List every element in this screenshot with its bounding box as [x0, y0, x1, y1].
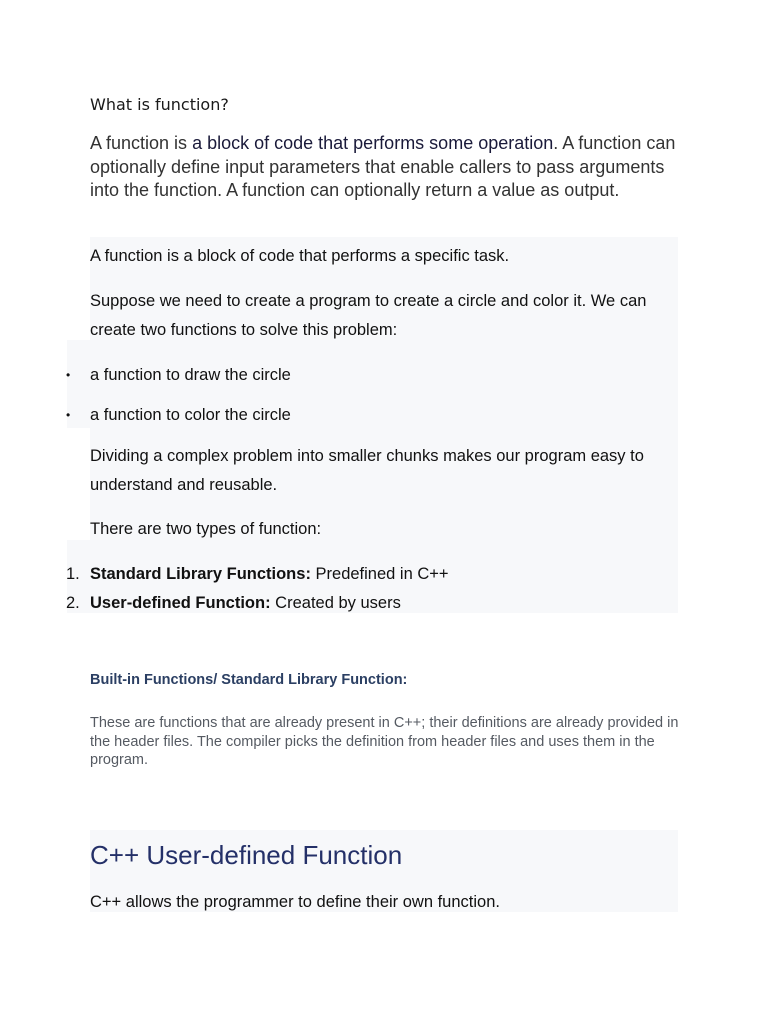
types-intro-paragraph: There are two types of function: [90, 520, 322, 538]
question-heading: What is function? [90, 95, 229, 114]
example-paragraph: Suppose we need to create a program to create a circle and color it. We can create two functions to solve this problem: [90, 292, 647, 339]
definition-paragraph: A function is a block of code that performs a specific task. [90, 247, 510, 265]
user-defined-text: C++ allows the programmer to define their own function. [90, 893, 500, 911]
intro-highlight: a block of code that performs some operation [192, 133, 554, 153]
intro-text-start: A function is [90, 133, 193, 153]
dividing-paragraph: Dividing a complex problem into smaller chunks makes our program easy to understand and reusable. [90, 447, 644, 494]
list-item-text: Created by users [270, 594, 401, 612]
bullet-marker: • [66, 368, 71, 382]
list-item [90, 591, 401, 615]
list-item-text: Predefined in C++ [310, 565, 449, 583]
list-item: a function to color the circle [90, 406, 291, 424]
list-item [90, 562, 449, 586]
list-item-bold: Standard Library Functions: [90, 565, 311, 583]
builtin-heading: Built-in Functions/ Standard Library Function: [90, 672, 408, 688]
list-number: 2. [66, 594, 80, 612]
list-item-bold: User-defined Function: [90, 594, 271, 612]
builtin-description: These are functions that are already present in C++; their definitions are already provided in the header files. The compiler picks the definition from header files and uses them in the program. [90, 715, 679, 768]
intro-paragraph [90, 132, 682, 203]
bullet-marker: • [66, 408, 71, 422]
list-number: 1. [66, 565, 80, 583]
list-item: a function to draw the circle [90, 366, 291, 384]
intro-text-end: . A function can optionally define input parameters that enable callers to pass arguments into the function. A function can optionally return a value as output. [90, 133, 676, 200]
user-defined-title: C++ User-defined Function [90, 840, 403, 870]
